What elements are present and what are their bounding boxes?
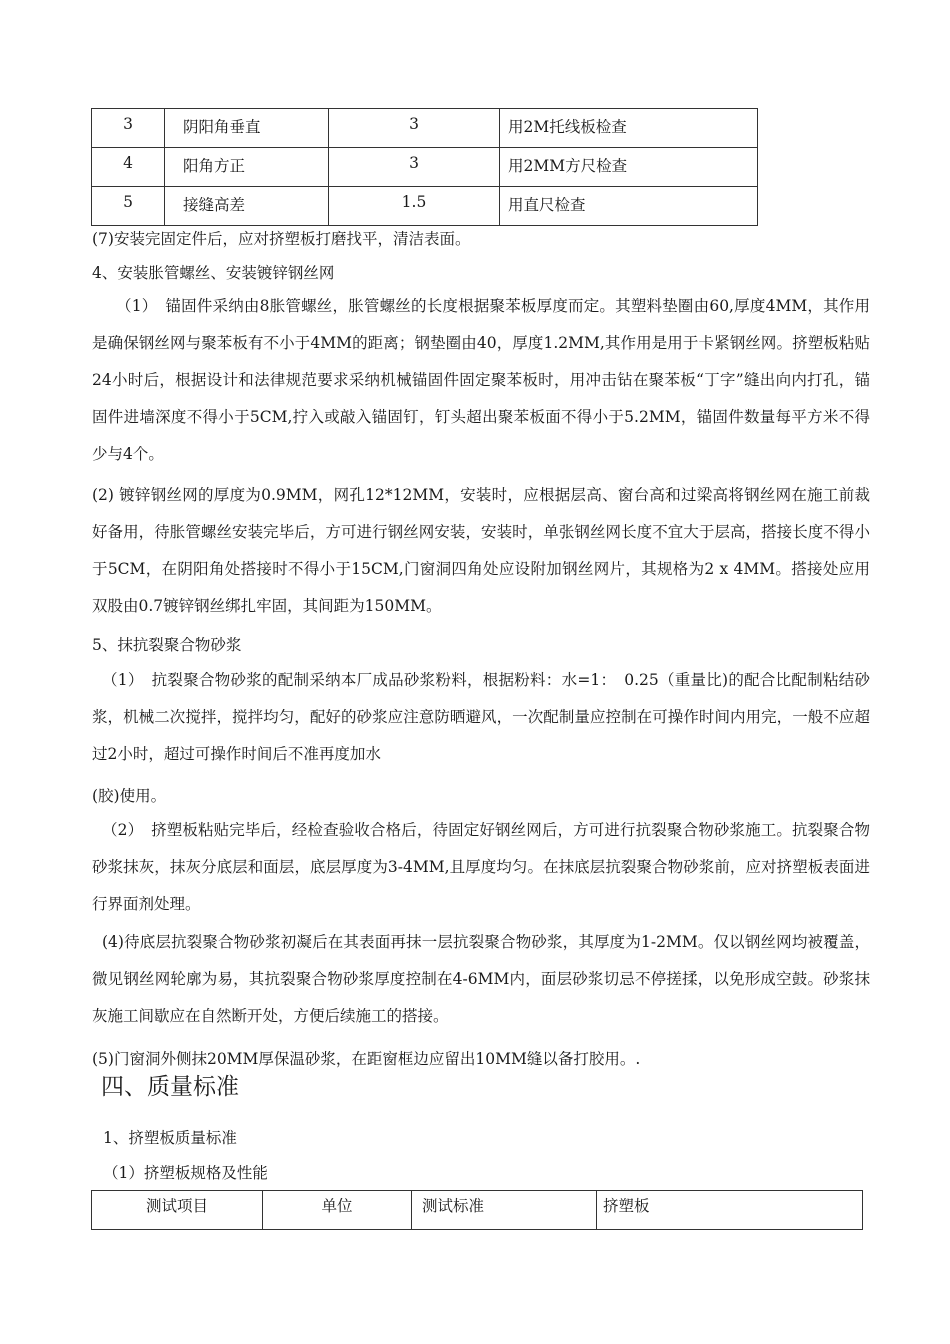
section-5-paragraph-2: （2） 挤塑板粘贴完毕后，经检查验收合格后，待固定好钢丝网后，方可进行抗裂聚合物砂浆施工。抗裂聚合物砂浆抹灰，抹灰分底层和面层，底层厚度为3-4MM,且厚度均匀。在抹底层抗裂聚合物砂浆前，应对挤塑板表面进行界面剂处理。	[92, 821, 870, 913]
header-xps-board: 挤塑板	[603, 1197, 650, 1215]
row-value: 3	[409, 115, 419, 133]
row-method: 用直尺检查	[508, 196, 586, 214]
row-item: 阴阳角垂直	[183, 118, 261, 136]
row-method: 用2M托线板检查	[508, 118, 627, 136]
tolerance-table	[91, 108, 758, 226]
table-row	[92, 148, 758, 187]
section-4-paragraph-1: （1） 锚固件采纳由8胀管螺丝，胀管螺丝的长度根据聚苯板厚度而定。其塑料垫圈由60,厚度4MM，其作用是确保钢丝网与聚苯板有不小于4MM的距离；钢垫圈由40，厚度1.2MM,其作用是用于卡紧钢丝网。挤塑板粘贴24小时后，根据设计和法律规范要求采纳机械锚固件固定聚苯板时，用冲击钻在聚苯板“丁字”缝出向内打孔，锚固件进墙深度不得小于5CM,拧入或敲入锚固钉，钉头超出聚苯板面不得小于5.2MM，锚固件数量每平方米不得少与4个。	[92, 297, 870, 463]
row-number: 4	[123, 154, 133, 172]
row-item: 阳角方正	[183, 157, 246, 175]
section-5-paragraph-1: （1） 抗裂聚合物砂浆的配制采纳本厂成品砂浆粉料，根据粉料：水=1： 0.25（重量比)的配合比配制粘结砂浆，机械二次搅拌，搅拌均匀，配好的砂浆应注意防晒避风，一次配制量应控制在可操作时间内用完，一般不应超过2小时，超过可操作时间后不准再度加水	[92, 671, 870, 763]
section-5-paragraph-5: (5)门窗洞外侧抹20MM厚保温砂浆，在距窗框边应留出10MM缝以备打胶用。.	[92, 1050, 641, 1068]
subsection-item-title: （1）挤塑板规格及性能	[103, 1164, 268, 1182]
spec-table	[91, 1190, 863, 1230]
section-5-title: 5、抹抗裂聚合物砂浆	[92, 636, 242, 654]
table-row	[92, 187, 758, 226]
row-value: 3	[409, 154, 419, 172]
table-row	[92, 109, 758, 148]
row-number: 5	[123, 193, 133, 211]
section-4-title: 4、安装胀管螺丝、安装镀锌钢丝网	[92, 264, 335, 282]
section-4-paragraph-2: (2) 镀锌钢丝网的厚度为0.9MM，网孔12*12MM，安装时，应根据层高、窗台高和过梁高将钢丝网在施工前裁好备用，待胀管螺丝安装完毕后，方可进行钢丝网安装，安装时，单张钢丝网长度不宜大于层高，搭接长度不得小于5CM，在阴阳角处搭接时不得小于15CM,门窗洞四角处应设附加钢丝网片，其规格为2 x 4MM。搭接处应用双股由0.7镀锌钢丝绑扎牢固，其间距为150MM。	[92, 486, 870, 615]
section-5-paragraph-4: (4)待底层抗裂聚合物砂浆初凝后在其表面再抹一层抗裂聚合物砂浆，其厚度为1-2MM。仅以钢丝网均被覆盖，微见钢丝网轮廓为易，其抗裂聚合物砂浆厚度控制在4-6MM内，面层砂浆切忌不停搓揉，以免形成空鼓。砂浆抹灰施工间歇应在自然断开处，方便后续施工的搭接。	[92, 933, 870, 1025]
row-value: 1.5	[401, 193, 427, 211]
header-unit: 单位	[321, 1197, 353, 1215]
row-number: 3	[123, 115, 133, 133]
row-method: 用2MM方尺检查	[508, 157, 628, 175]
paragraph-7: (7)安装完固定件后，应对挤塑板打磨找平，清洁表面。	[92, 230, 471, 248]
table-header-row	[92, 1191, 863, 1230]
header-test-item: 测试项目	[145, 1197, 208, 1215]
header-standard: 测试标准	[422, 1197, 485, 1215]
section-heading-quality: 四、质量标准	[101, 1074, 239, 1100]
section-5-paragraph-1-tail: (胶)使用。	[92, 787, 167, 805]
row-item: 接缝高差	[183, 196, 246, 214]
subsection-title: 1、挤塑板质量标准	[103, 1129, 237, 1147]
